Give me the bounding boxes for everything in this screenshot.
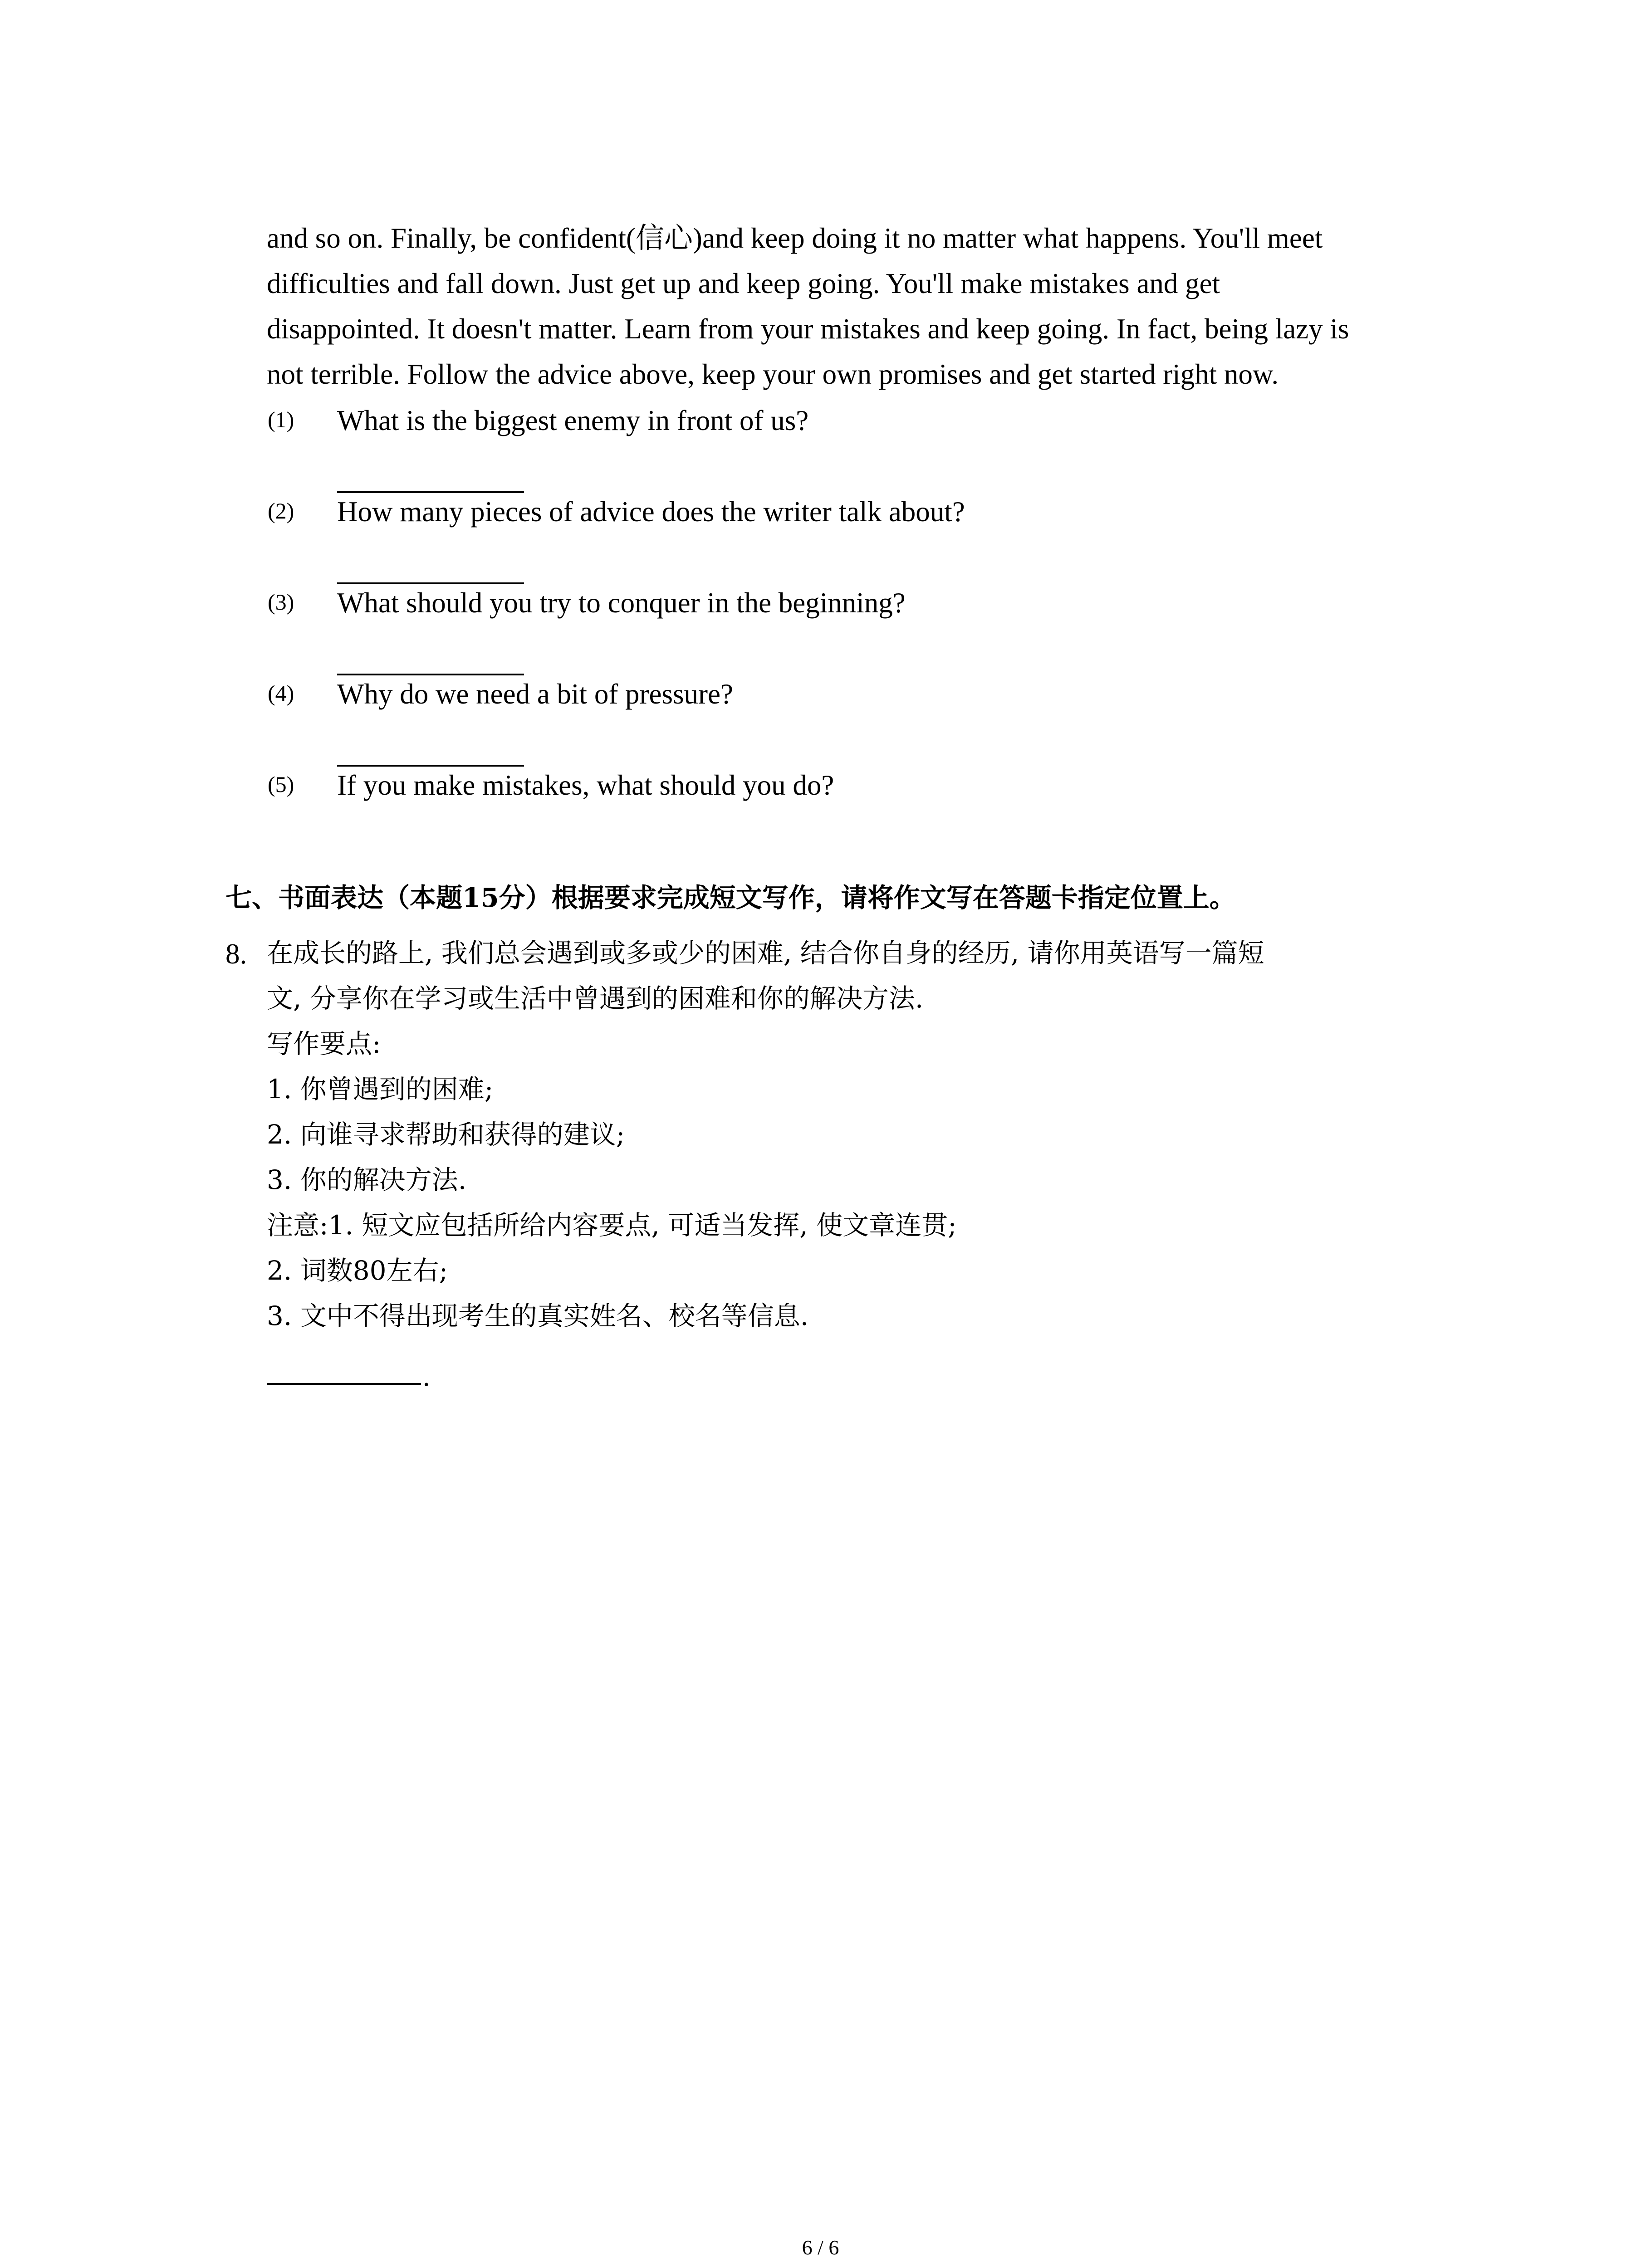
prompt-line: 文, 分享你在学习或生活中曾遇到的困难和你的解决方法. <box>267 983 924 1014</box>
writing-point: 1. 你曾遇到的困难; <box>267 1074 494 1105</box>
note-line: 注意:1. 短文应包括所给内容要点, 可适当发挥, 使文章连贯; <box>267 1210 957 1241</box>
answer-blank[interactable] <box>337 582 524 584</box>
question-text: If you make mistakes, what should you do? <box>337 769 834 801</box>
answer-blank[interactable] <box>337 765 524 767</box>
prompt-line: 在成长的路上, 我们总会遇到或多或少的困难, 结合你自身的经历, 请你用英语写一篇短 <box>267 938 1264 968</box>
question-text: What is the biggest enemy in front of us? <box>337 405 809 436</box>
note-line: 2. 词数80左右; <box>267 1255 448 1286</box>
question-text: How many pieces of advice does the writer talk about? <box>337 496 965 528</box>
question-number: (5) <box>268 772 294 797</box>
answer-end-mark: . <box>423 1360 430 1392</box>
answer-blank[interactable] <box>337 674 524 675</box>
question-text: Why do we need a bit of pressure? <box>337 678 733 710</box>
section-heading: 七、书面表达（本题15分）根据要求完成短文写作，请将作文写在答题卡指定位置上。 <box>225 882 1236 913</box>
question-text: What should you try to conquer in the beginning? <box>337 587 906 619</box>
writing-points-label: 写作要点: <box>267 1028 381 1059</box>
item-number: 8. <box>225 938 247 970</box>
answer-blank[interactable] <box>337 491 524 493</box>
question-number: (1) <box>268 407 294 432</box>
page-number: 6 / 6 <box>802 2236 839 2259</box>
question-number: (3) <box>268 589 294 615</box>
passage-line-3: disappointed. It doesn't matter. Learn from your mistakes and keep going. In fact, being lazy is <box>267 313 1349 345</box>
passage-line-4: not terrible. Follow the advice above, keep your own promises and get started right now. <box>267 358 1279 390</box>
passage-line-1: and so on. Finally, be confident(信心)and keep doing it no matter what happens. You'll meet <box>267 222 1323 254</box>
question-number: (4) <box>268 680 294 706</box>
writing-point: 2. 向谁寻求帮助和获得的建议; <box>267 1119 625 1150</box>
writing-point: 3. 你的解决方法. <box>267 1164 467 1195</box>
passage-line-2: difficulties and fall down. Just get up and keep going. You'll make mistakes and get <box>267 268 1220 299</box>
question-number: (2) <box>268 498 294 523</box>
note-line: 3. 文中不得出现考生的真实姓名、校名等信息. <box>267 1300 809 1331</box>
essay-answer-blank[interactable] <box>267 1383 421 1385</box>
